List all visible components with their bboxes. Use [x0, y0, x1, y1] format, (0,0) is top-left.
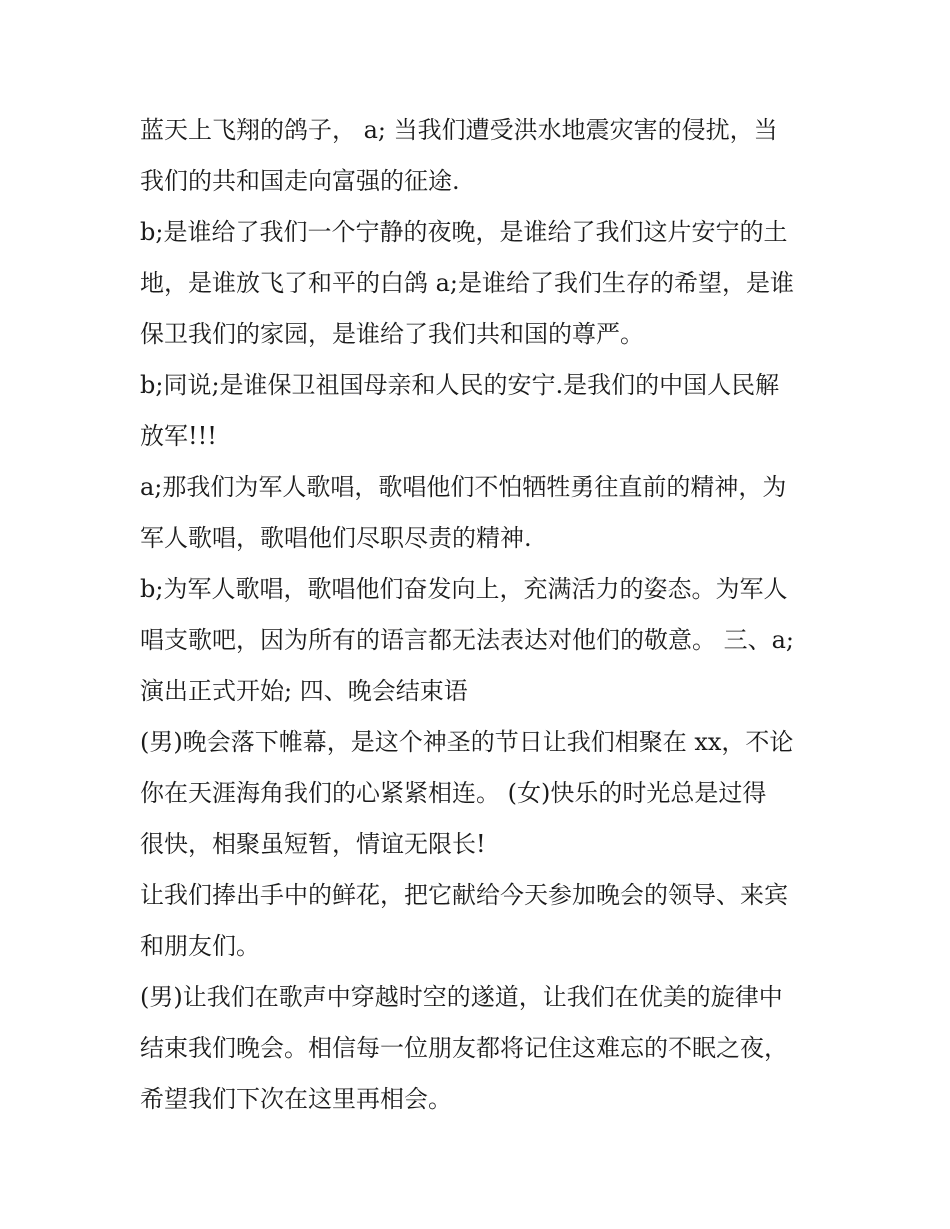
- text-line: (男)晚会落下帷幕，是这个神圣的节日让我们相聚在 xx，不论: [140, 728, 794, 756]
- text-line: 蓝天上飞翔的鸽子， a; 当我们遭受洪水地震灾害的侵扰，当: [140, 116, 778, 144]
- text-line: a;那我们为军人歌唱，歌唱他们不怕牺牲勇往直前的精神，为: [140, 473, 787, 501]
- text-line: 你在天涯海角我们的心紧紧相连。 (女)快乐的时光总是过得: [140, 779, 767, 807]
- text-line: 希望我们下次在这里再相会。: [140, 1085, 452, 1113]
- text-line: b;是谁给了我们一个宁静的夜晚，是谁给了我们这片安宁的土: [140, 218, 788, 246]
- text-line: 我们的共和国走向富强的征途.: [140, 167, 460, 195]
- text-line: 演出正式开始; 四、晚会结束语: [140, 677, 468, 705]
- text-line: 地，是谁放飞了和平的白鸽 a;是谁给了我们生存的希望，是谁: [140, 269, 795, 297]
- text-line: b;为军人歌唱，歌唱他们奋发向上，充满活力的姿态。为军人: [140, 575, 788, 603]
- text-line: (男)让我们在歌声中穿越时空的遂道，让我们在优美的旋律中: [140, 983, 783, 1011]
- text-line: 保卫我们的家园，是谁给了我们共和国的尊严。: [140, 320, 644, 348]
- text-line: b;同说;是谁保卫祖国母亲和人民的安宁.是我们的中国人民解: [140, 371, 780, 399]
- text-line: 结束我们晚会。相信每一位朋友都将记住这难忘的不眠之夜，: [140, 1034, 788, 1062]
- text-line: 放军!!!: [140, 422, 217, 450]
- document-body: [140, 105, 820, 1125]
- text-line: 让我们捧出手中的鲜花，把它献给今天参加晚会的领导、来宾: [140, 881, 788, 909]
- text-line: 军人歌唱，歌唱他们尽职尽责的精神.: [140, 524, 532, 552]
- text-line: 和朋友们。: [140, 932, 260, 960]
- text-line: 唱支歌吧，因为所有的语言都无法表达对他们的敬意。 三、a;: [140, 626, 795, 654]
- text-line: 很快，相聚虽短暂，情谊无限长!: [140, 830, 486, 858]
